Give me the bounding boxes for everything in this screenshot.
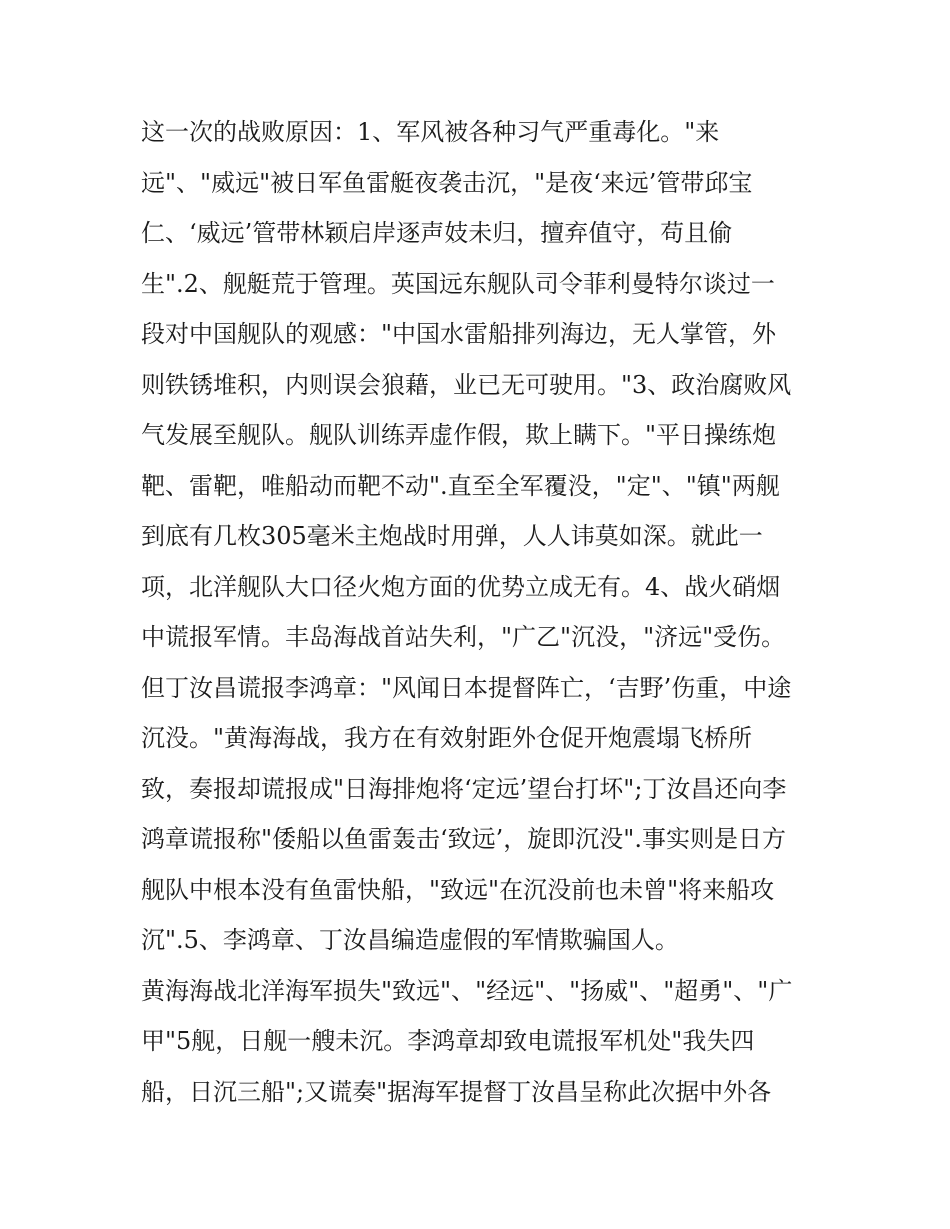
text-line: 鸿章谎报称"倭船以鱼雷轰击‘致远’，旋即沉没".事实则是日方 [141,825,786,853]
text-line: 段对中国舰队的观感："中国水雷船排列海边，无人掌管，外 [141,320,777,348]
text-line: 远"、"威远"被日军鱼雷艇夜袭击沉，"是夜‘来远’管带邱宝 [141,168,753,197]
text-line: 这一次的战败原因：1、军风被各种习气严重毒化。"来 [141,118,720,146]
body-text [141,107,821,1117]
text-line: 则铁锈堆积，内则误会狼藉，业已无可驶用。"3、政治腐败风 [141,370,792,399]
text-line: 气发展至舰队。舰队训练弄虚作假，欺上瞒下。"平日操练炮 [141,421,777,449]
text-line: 舰队中根本没有鱼雷快船，"致远"在沉没前也未曾"将来船攻 [141,875,775,904]
text-line: 沉没。"黄海海战，我方在有效射距外仓促开炮震塌飞桥所 [141,724,753,752]
text-line: 生".2、舰艇荒于管理。英国远东舰队司令菲利曼特尔谈过一 [141,269,775,298]
text-line: 仁、‘威远’管带林颖启岸逐声妓未归，擅弃值守，苟且偷 [141,219,733,247]
text-line: 但丁汝昌谎报李鸿章："风闻日本提督阵亡，‘吉野’伤重，中途 [141,673,792,702]
text-line: 到底有几枚305毫米主炮战时用弹，人人讳莫如深。就此一 [141,522,763,550]
text-line: 船，日沉三船";又谎奏"据海军提督丁汝昌呈称此次据中外各 [141,1077,772,1106]
text-line: 中谎报军情。丰岛海战首站失利，"广乙"沉没，"济远"受伤。 [141,623,786,651]
text-line: 甲"5舰，日舰一艘未沉。李鸿章却致电谎报军机处"我失四 [141,1027,755,1055]
text-line: 沉".5、李鸿章、丁汝昌编造虚假的军情欺骗国人。 [141,926,679,954]
text-line: 黄海海战北洋海军损失"致远"、"经远"、"扬威"、"超勇"、"广 [141,976,793,1005]
text-line: 靶、雷靶，唯船动而靶不动".直至全军覆没，"定"、"镇"两舰 [141,471,780,500]
text-line: 致，奏报却谎报成"日海排炮将‘定远’望台打坏";丁汝昌还向李 [141,774,787,803]
text-line: 项，北洋舰队大口径火炮方面的优势立成无有。4、战火硝烟 [141,572,781,601]
